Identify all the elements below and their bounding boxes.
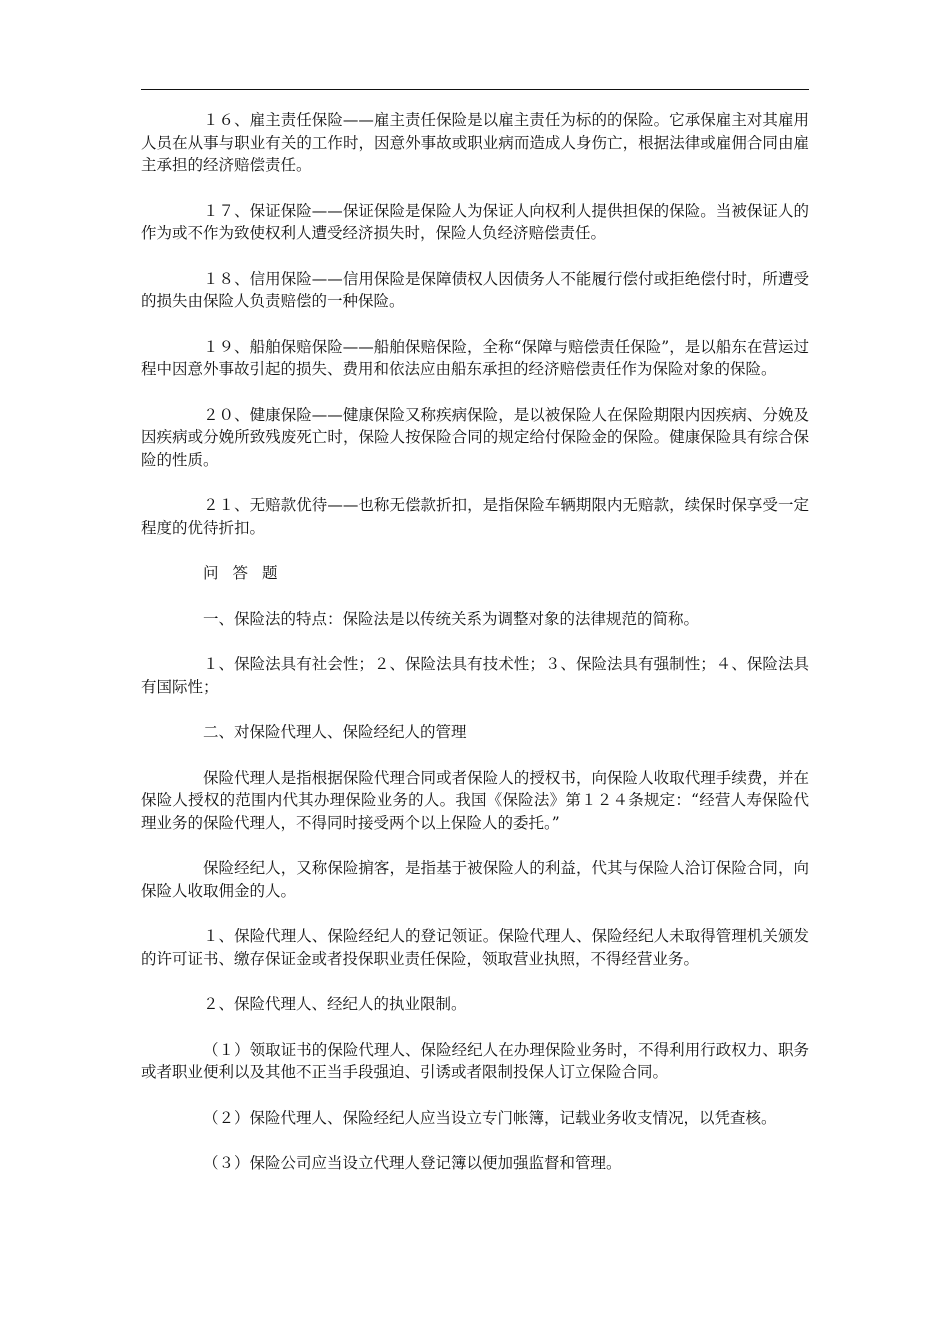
- paragraph-18-credit-insurance: １８、信用保险——信用保险是保障债权人因债务人不能履行偿付或拒绝偿付时，所遭受的损失由保险人负责赔偿的一种保险。: [141, 269, 809, 310]
- paragraph-practice-restrictions: ２、保险代理人、经纪人的执业限制。: [203, 995, 467, 1013]
- paragraph-restriction-3: （３）保险公司应当设立代理人登记簿以便加强监督和管理。: [203, 1154, 622, 1172]
- header-rule: [141, 89, 809, 90]
- paragraph-registration-license: １、保险代理人、保险经纪人的登记领证。保险代理人、保险经纪人未取得管理机关颁发的许可证书、缴存保证金或者投保职业责任保险，领取营业执照，不得经营业务。: [141, 927, 809, 968]
- paragraph-19-ship-pi-insurance: １９、船舶保赔保险——船舶保赔保险，全称“保障与赔偿责任保险”，是以船东在营运过程中因意外事故引起的损失、费用和依法应由船东承担的经济赔偿责任作为保险对象的保险。: [141, 337, 809, 378]
- paragraph-broker-definition: 保险经纪人，又称保险掮客，是指基于被保险人的利益，代其与保险人洽订保险合同，向保险人收取佣金的人。: [141, 859, 809, 900]
- paragraph-20-health-insurance: ２０、健康保险——健康保险又称疾病保险，是以被保险人在保险期限内因疾病、分娩及因疾病或分娩所致残废死亡时，保险人按保险合同的规定给付保险金的保险。健康保险具有综合保险的性质。: [141, 405, 809, 469]
- paragraph-restriction-2: （２）保险代理人、保险经纪人应当设立专门帐簿，记载业务收支情况，以凭查核。: [203, 1108, 777, 1127]
- paragraph-agent-broker-management: 二、对保险代理人、保险经纪人的管理: [203, 723, 467, 741]
- document-body: [141, 109, 809, 1198]
- section-heading-qa: 问答题: [203, 564, 292, 582]
- paragraph-insurance-law-features: 一、保险法的特点：保险法是以传统关系为调整对象的法律规范的简称。: [203, 609, 700, 628]
- paragraph-17-guarantee-insurance: １７、保证保险——保证保险是保险人为保证人向权利人提供担保的保险。当被保证人的作为或不作为致使权利人遭受经济损失时，保险人负经济赔偿责任。: [141, 201, 809, 242]
- paragraph-restriction-1: （１）领取证书的保险代理人、保险经纪人在办理保险业务时，不得利用行政权力、职务或者职业便利以及其他不正当手段强迫、引诱或者限制投保人订立保险合同。: [141, 1040, 809, 1081]
- paragraph-agent-definition: 保险代理人是指根据保险代理合同或者保险人的授权书，向保险人收取代理手续费，并在保险人授权的范围内代其办理保险业务的人。我国《保险法》第１２４条规定：“经营人寿保险代理业务的保险代理人，不得同时接受两个以上保险人的委托。”: [141, 768, 809, 832]
- paragraph-16-employer-liability: １６、雇主责任保险——雇主责任保险是以雇主责任为标的的保险。它承保雇主对其雇用人员在从事与职业有关的工作时，因意外事故或职业病而造成人身伤亡，根据法律或雇佣合同由雇主承担的经济赔偿责任。: [141, 111, 809, 174]
- paragraph-law-feature-list: １、保险法具有社会性；２、保险法具有技术性；３、保险法具有强制性；４、保险法具有国际性；: [141, 655, 809, 696]
- paragraph-21-no-claim-discount: ２１、无赔款优待——也称无偿款折扣，是指保险车辆期限内无赔款，续保时保享受一定程度的优待折扣。: [141, 496, 809, 537]
